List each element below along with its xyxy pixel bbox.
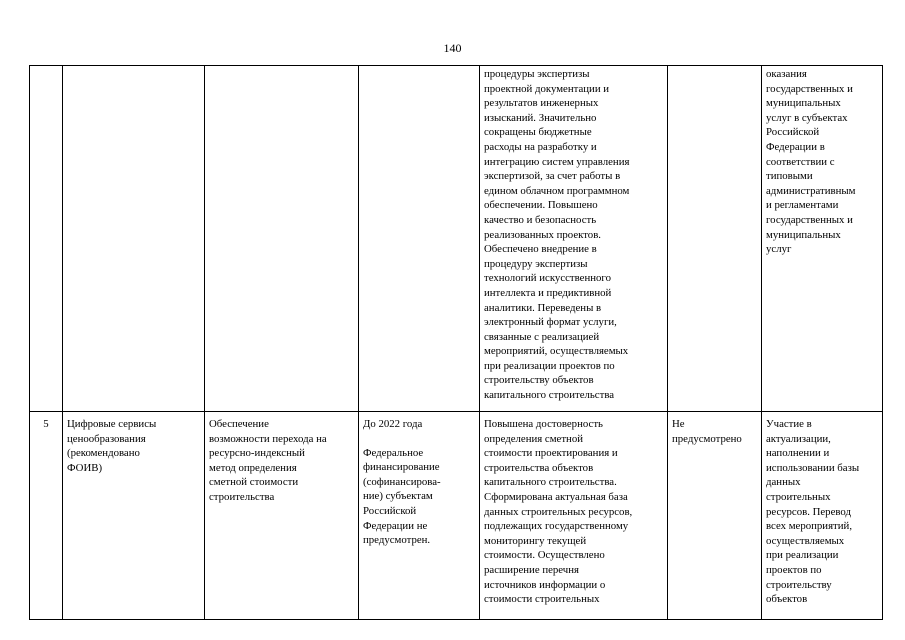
deadline-note: Федеральное финансирование (софинансирова- ние) субъектам Российской Федерации не предусмотрен. <box>363 446 441 547</box>
page-number: 140 <box>443 41 462 55</box>
document-table <box>29 65 883 620</box>
deadline-text: До 2022 года <box>363 418 423 430</box>
result-cell: Повышена достоверность определения сметной стоимости проектирования и строительства объектов капитального строительства. Сформирована актуальная база данных строительных ресурсов, подлежащих государственному мониторингу текущей стоимости. Осуществлено расширение перечня источников информации о стоимости строительных <box>480 412 668 620</box>
row-number-cell: 5 <box>30 412 63 620</box>
goal-cell: Обеспечение возможности перехода на ресурсно-индексный метод определения сметной стоимости строительства <box>205 412 359 620</box>
deadline-cell <box>359 66 480 412</box>
measure-name-cell <box>63 66 205 412</box>
funding-cell <box>668 66 762 412</box>
participation-cell: оказания государственных и муниципальных услуг в субъектах Российской Федерации в соответствии с типовыми административным и регламентами государственных и муниципальных услуг <box>762 66 883 412</box>
deadline-cell <box>359 412 480 620</box>
goal-cell <box>205 66 359 412</box>
participation-cell: Участие в актуализации, наполнении и использовании базы данных строительных ресурсов. Перевод всех мероприятий, осуществляемых при реализации проектов по строительству объектов <box>762 412 883 620</box>
measure-name-cell: Цифровые сервисы ценообразования (рекомендовано ФОИВ) <box>63 412 205 620</box>
table-row <box>30 412 883 620</box>
row-number-cell <box>30 66 63 412</box>
funding-cell: Не предусмотрено <box>668 412 762 620</box>
paragraph-spacer <box>363 432 475 446</box>
table-row <box>30 66 883 412</box>
result-cell: процедуры экспертизы проектной документации и результатов инженерных изысканий. Значительно сокращены бюджетные расходы на разработку и интеграцию систем управления экспертизой, за счет работы в едином облачном программном обеспечении. Повышено качество и безопасность реализованных проектов. Обеспечено внедрение в процедуру экспертизы технологий искусственного интеллекта и предиктивной аналитики. Переведены в электронный формат услуги, связанные с реализацией мероприятий, осуществляемых при реализации проектов по строительству объектов капитального строительства <box>480 66 668 412</box>
